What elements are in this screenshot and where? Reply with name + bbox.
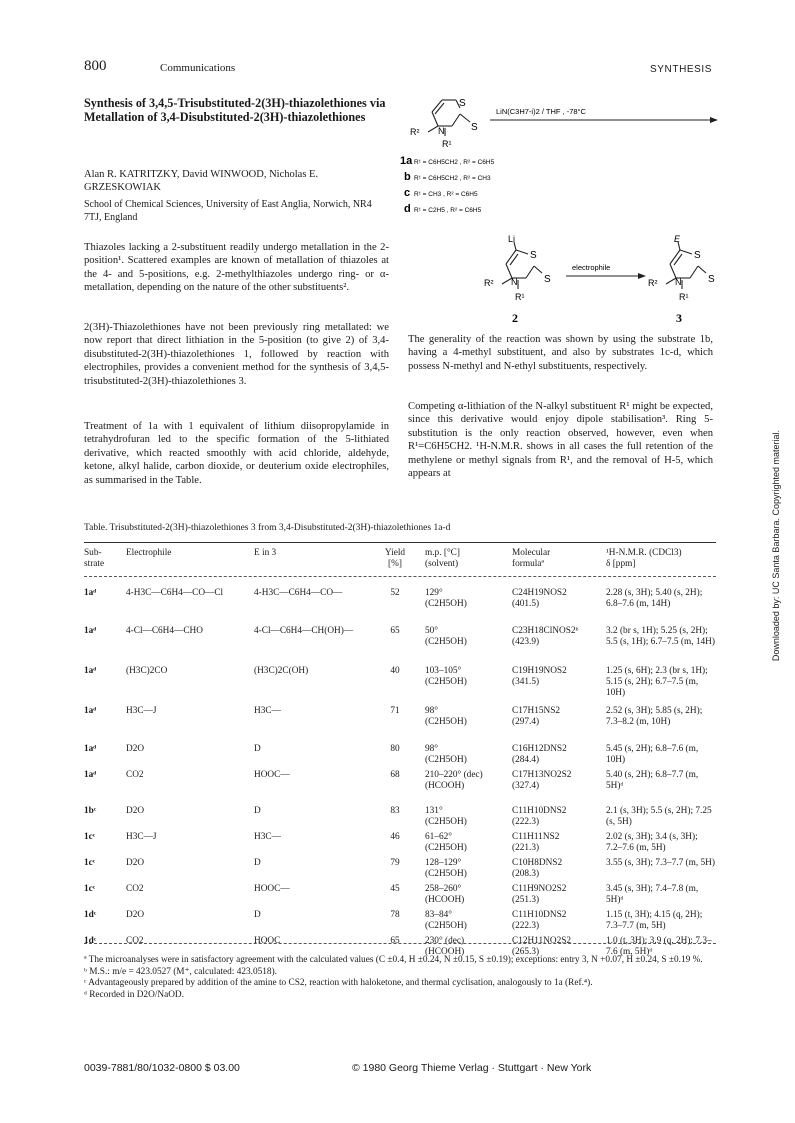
- cell-mp: 129° (C2H5OH): [425, 588, 467, 609]
- footer-code: 0039-7881/80/1032-0800 $ 03.00: [84, 1062, 240, 1074]
- cell-formula: C11H9NO2S2 (251.3): [512, 884, 567, 905]
- cell-nmr: 1.0 (t, 3H); 3.9 (q, 2H); 7.3–7.6 (m, 5H)ᵈ: [606, 936, 712, 957]
- cell-mp: 50° (C2H5OH): [425, 626, 467, 647]
- cell-electrophile: CO2: [126, 884, 144, 894]
- label-r2-3: R²: [648, 278, 658, 288]
- cell-nmr: 3.45 (s, 3H); 7.4–7.8 (m, 5H)ᵈ: [606, 884, 699, 905]
- footnote-d: ᵈ Recorded in D2O/NaOD.: [84, 989, 184, 1000]
- cell-substrate: 1dᶜ: [84, 936, 97, 946]
- cell-yield: 71: [390, 706, 400, 716]
- atom-s-exo: S: [471, 122, 478, 133]
- cell-nmr: 2.1 (s, 3H); 5.5 (s, 2H); 7.25 (s, 5H): [606, 806, 712, 827]
- cell-mp: 258–260° (HCOOH): [425, 884, 465, 905]
- cell-yield: 65: [390, 626, 400, 636]
- cell-electrophile: 4-H3C—C6H4—CO—Cl: [126, 588, 224, 598]
- cell-substrate: 1cᶜ: [84, 832, 96, 842]
- cell-formula: C17H15NS2 (297.4): [512, 706, 561, 727]
- footer-copyright: © 1980 Georg Thieme Verlag · Stuttgart · New York: [352, 1062, 592, 1074]
- authors: Alan R. KATRITZKY, David WINWOOD, Nicholas E. GRZESKOWIAK: [84, 169, 319, 193]
- section-label: Communications: [160, 62, 236, 74]
- cell-yield: 79: [390, 858, 400, 868]
- body-paragraph-4: The generality of the reaction was shown by using the substrate 1b, having a 4-methyl substituent, and also by substrates 1c-d, which possess N-methyl and N-ethyl substituents, respectively.: [408, 334, 713, 372]
- cell-nmr: 2.02 (s, 3H); 3.4 (s, 3H); 7.2–7.6 (m, 5H): [606, 832, 698, 853]
- cell-e: 4-Cl—C6H4—CH(OH)—: [254, 626, 354, 636]
- cell-nmr: 2.28 (s, 3H); 5.40 (s, 2H); 6.8–7.6 (m, 14H): [606, 588, 703, 609]
- label-r2-2: R²: [484, 278, 494, 288]
- cell-mp: 210–220° (dec) (HCOOH): [425, 770, 483, 791]
- cell-nmr: 5.45 (s, 2H); 6.8–7.6 (m, 10H): [606, 744, 699, 765]
- cell-formula: C19H19NOS2 (341.5): [512, 666, 567, 687]
- cell-mp: 98° (C2H5OH): [425, 706, 467, 727]
- label-r1-2: R¹: [515, 292, 525, 302]
- cell-e: 4-H3C—C6H4—CO—: [254, 588, 343, 598]
- cell-e: HOOC—: [254, 884, 290, 894]
- cell-formula: C12H11NO2S2 (265.3): [512, 936, 572, 957]
- cell-nmr: 5.40 (s, 2H); 6.8–7.7 (m, 5H)ᵈ: [606, 770, 699, 791]
- header-substrate: Sub- strate: [84, 548, 105, 569]
- table-bottom-rule: [84, 943, 716, 944]
- key-d: d: [404, 203, 411, 215]
- reagent-label: LiN(C3H7-i)2 / THF , -78°C: [496, 107, 586, 116]
- cell-electrophile: D2O: [126, 744, 145, 754]
- cell-substrate: 1cᶜ: [84, 884, 96, 894]
- header-electrophile: Electrophile: [126, 548, 172, 558]
- compound-3-label: 3: [676, 311, 682, 325]
- cell-e: D: [254, 806, 261, 816]
- cell-yield: 78: [390, 910, 400, 920]
- cell-electrophile: D2O: [126, 806, 145, 816]
- cell-mp: 128–129° (C2H5OH): [425, 858, 467, 879]
- table-caption: Table. Trisubstituted-2(3H)-thiazolethiones 3 from 3,4-Disubstituted-2(3H)-thiazolethiones 1a-d: [84, 523, 451, 533]
- table-header-rule: [84, 576, 716, 577]
- key-b: b: [404, 171, 411, 183]
- footnote-a: ª The microanalyses were in satisfactory agreement with the calculated values (C ±0.4, H ±0.24, N ±0.15, S ±0.19); exceptions: entry 3, N +0.07, H ±0.24, S ±0.19 %.: [84, 955, 703, 965]
- atom-e: E: [674, 234, 681, 244]
- atom-li: Li: [508, 234, 516, 244]
- cell-e: (H3C)2C(OH): [254, 666, 309, 676]
- cell-mp: 98° (C2H5OH): [425, 744, 467, 765]
- cell-e: D: [254, 910, 261, 920]
- cell-nmr: 1.25 (s, 6H); 2.3 (br s, 1H); 5.15 (s, 2H); 6.7–7.5 (m, 10H): [606, 666, 708, 698]
- cell-electrophile: H3C—J: [126, 706, 157, 716]
- atom-s-exo-2: S: [544, 274, 551, 285]
- cell-formula: C11H11NS2 (221.3): [512, 832, 560, 853]
- table-top-rule: [84, 542, 716, 543]
- affiliation: School of Chemical Sciences, University of East Anglia, Norwich, NR4 7TJ, England: [84, 199, 372, 223]
- table-footnotes: [84, 955, 716, 1001]
- cell-e: HOOC: [254, 936, 281, 946]
- cell-substrate: 1cᶜ: [84, 858, 96, 868]
- sub-b: R¹ = C6H5CH2 , R² = CH3: [414, 175, 491, 182]
- cell-electrophile: CO2: [126, 770, 144, 780]
- cell-substrate: 1aᵈ: [84, 744, 97, 754]
- cell-nmr: 3.2 (br s, 1H); 5.25 (s, 2H); 5.5 (s, 1H); 6.7–7.5 (m, 14H): [606, 626, 715, 647]
- atom-n: N: [438, 126, 445, 136]
- arrow-head-1: [710, 117, 718, 123]
- atom-n-2: N: [511, 277, 518, 287]
- cell-formula: C11H10DNS2 (222.3): [512, 806, 567, 827]
- footnote-b: ᵇ M.S.: m/e = 423.0527 (M⁺, calculated: 423.0518).: [84, 966, 278, 977]
- cell-mp: 83–84° (C2H5OH): [425, 910, 467, 931]
- key-c: c: [404, 187, 411, 199]
- label-r2: R²: [410, 127, 420, 137]
- cell-electrophile: (H3C)2CO: [126, 666, 168, 676]
- cell-formula: C24H19NOS2 (401.5): [512, 588, 567, 609]
- cell-e: D: [254, 858, 261, 868]
- download-notice: Downloaded by: UC Santa Barbara. Copyrighted material.: [771, 430, 781, 662]
- cell-yield: 68: [390, 770, 400, 780]
- cell-formula: C17H13NO2S2 (327.4): [512, 770, 572, 791]
- cell-mp: 103–105° (C2H5OH): [425, 666, 467, 687]
- reaction-scheme: [400, 92, 730, 332]
- cell-mp: 131° (C2H5OH): [425, 806, 467, 827]
- atom-s-2: S: [530, 250, 537, 261]
- label-r1: R¹: [442, 139, 452, 149]
- label-r1-3: R¹: [679, 292, 689, 302]
- cell-nmr: 3.55 (s, 3H); 7.3–7.7 (m, 5H): [606, 858, 715, 868]
- header-e: E in 3: [254, 548, 277, 558]
- cell-substrate: 1aᵈ: [84, 626, 97, 636]
- header-formula: Molecular formulaª: [512, 548, 551, 569]
- cell-substrate: 1bᶜ: [84, 806, 97, 816]
- cell-yield: 45: [390, 884, 400, 894]
- cell-e: D: [254, 744, 261, 754]
- cell-substrate: 1dᶜ: [84, 910, 97, 920]
- cell-formula: C11H10DNS2 (222.3): [512, 910, 567, 931]
- cell-electrophile: CO2: [126, 936, 144, 946]
- atom-s-3: S: [694, 250, 701, 261]
- cell-substrate: 1aᵈ: [84, 770, 97, 780]
- cell-electrophile: D2O: [126, 910, 145, 920]
- cell-yield: 40: [390, 666, 400, 676]
- cell-substrate: 1aᵈ: [84, 666, 97, 676]
- cell-electrophile: H3C—J: [126, 832, 157, 842]
- cell-yield: 46: [390, 832, 400, 842]
- cell-yield: 83: [390, 806, 400, 816]
- header-mp: m.p. [°C] (solvent): [425, 548, 460, 569]
- atom-n-3: N: [675, 277, 682, 287]
- substituent-list: [400, 155, 495, 215]
- atom-s: S: [459, 98, 466, 109]
- key-1a: 1a: [400, 155, 413, 167]
- cell-mp: 230° (dec) (HCOOH): [425, 936, 465, 957]
- body-paragraph-3: Treatment of 1a with 1 equivalent of lithium diisopropylamide in tetrahydrofuran led to the specific formation of the 5-lithiated derivative, which reacted smoothly with acid chloride, aldehyde, ketone, alkyl halide, carbon dioxide, or deuterium oxide electrophiles, as summarised in the Table.: [84, 421, 389, 486]
- cell-e: HOOC—: [254, 770, 290, 780]
- electrophile-label: electrophile: [572, 263, 611, 272]
- header-nmr: ¹H-N.M.R. (CDCl3) δ [ppm]: [606, 548, 682, 569]
- sub-1a: R¹ = C6H5CH2 , R² = C6H5: [414, 159, 495, 166]
- cell-substrate: 1aᵈ: [84, 706, 97, 716]
- cell-yield: 80: [390, 744, 400, 754]
- cell-formula: C23H18ClNOS2ᵇ (423.9): [512, 626, 579, 647]
- cell-mp: 61–62° (C2H5OH): [425, 832, 467, 853]
- footnote-c: ᶜ Advantageously prepared by addition of the amine to CS2, reaction with haloketone, and thermal cyclisation, analogously to 1a (Ref.⁴).: [84, 978, 593, 989]
- journal-name: SYNTHESIS: [650, 64, 713, 75]
- sub-c: R¹ = CH3 , R² = C6H5: [414, 191, 478, 198]
- cell-yield: 65: [390, 936, 400, 946]
- cell-e: H3C—: [254, 706, 281, 716]
- cell-nmr: 2.52 (s, 3H); 5.85 (s, 2H); 7.3–8.2 (m, 10H): [606, 706, 703, 727]
- header-yield: Yield [%]: [384, 548, 406, 569]
- arrow-head-2: [638, 273, 646, 279]
- cell-substrate: 1aᵈ: [84, 588, 97, 598]
- atom-s-exo-3: S: [708, 274, 715, 285]
- article-title: Synthesis of 3,4,5-Trisubstituted-2(3H)-thiazolethiones via Metallation of 3,4-Disubstituted-2(3H)-thiazolethiones: [84, 96, 386, 124]
- body-paragraph-5: Competing α-lithiation of the N-alkyl substituent R¹ might be expected, since this derivative would enjoy dipole stabilisation³. Ring 5-substitution is the only reaction observed, however, even when R¹=C6H5CH2. ¹H-N.M.R. shows in all cases the full retention of the methylene or methyl signals from R¹, and the removal of H-5, which appears at: [408, 401, 713, 480]
- cell-e: H3C—: [254, 832, 281, 842]
- body-paragraph-2: 2(3H)-Thiazolethiones have not been previously ring metallated: we now report that direct lithiation in the 5-position (to give 2) of 3,4-disubstituted-2(3H)-thiazolethiones 1, followed by reaction with electrophiles, provides a convenient method for the synthesis of 3,4,5-trisubstituted-2(3H)-thiazolethiones 3.: [84, 322, 389, 387]
- cell-electrophile: 4-Cl—C6H4—CHO: [126, 626, 203, 636]
- cell-formula: C10H8DNS2 (208.3): [512, 858, 563, 879]
- page-number: 800: [84, 58, 107, 74]
- cell-formula: C16H12DNS2 (284.4): [512, 744, 567, 765]
- cell-yield: 52: [390, 588, 400, 598]
- cell-nmr: 1.15 (t, 3H); 4.15 (q, 2H); 7.3–7.7 (m, 5H): [606, 910, 703, 931]
- sub-d: R¹ = C2H5 , R² = C6H5: [414, 207, 482, 214]
- compound-2-label: 2: [512, 311, 518, 325]
- cell-electrophile: D2O: [126, 858, 145, 868]
- body-paragraph-1: Thiazoles lacking a 2-substituent readily undergo metallation in the 2-position¹. Scattered examples are known of metallation of thiazoles at the 4- and 5-positions, e.g. 2-methylthiazoles undergo ring- or α-metallation, depending on the nature of the other substituents².: [84, 242, 389, 294]
